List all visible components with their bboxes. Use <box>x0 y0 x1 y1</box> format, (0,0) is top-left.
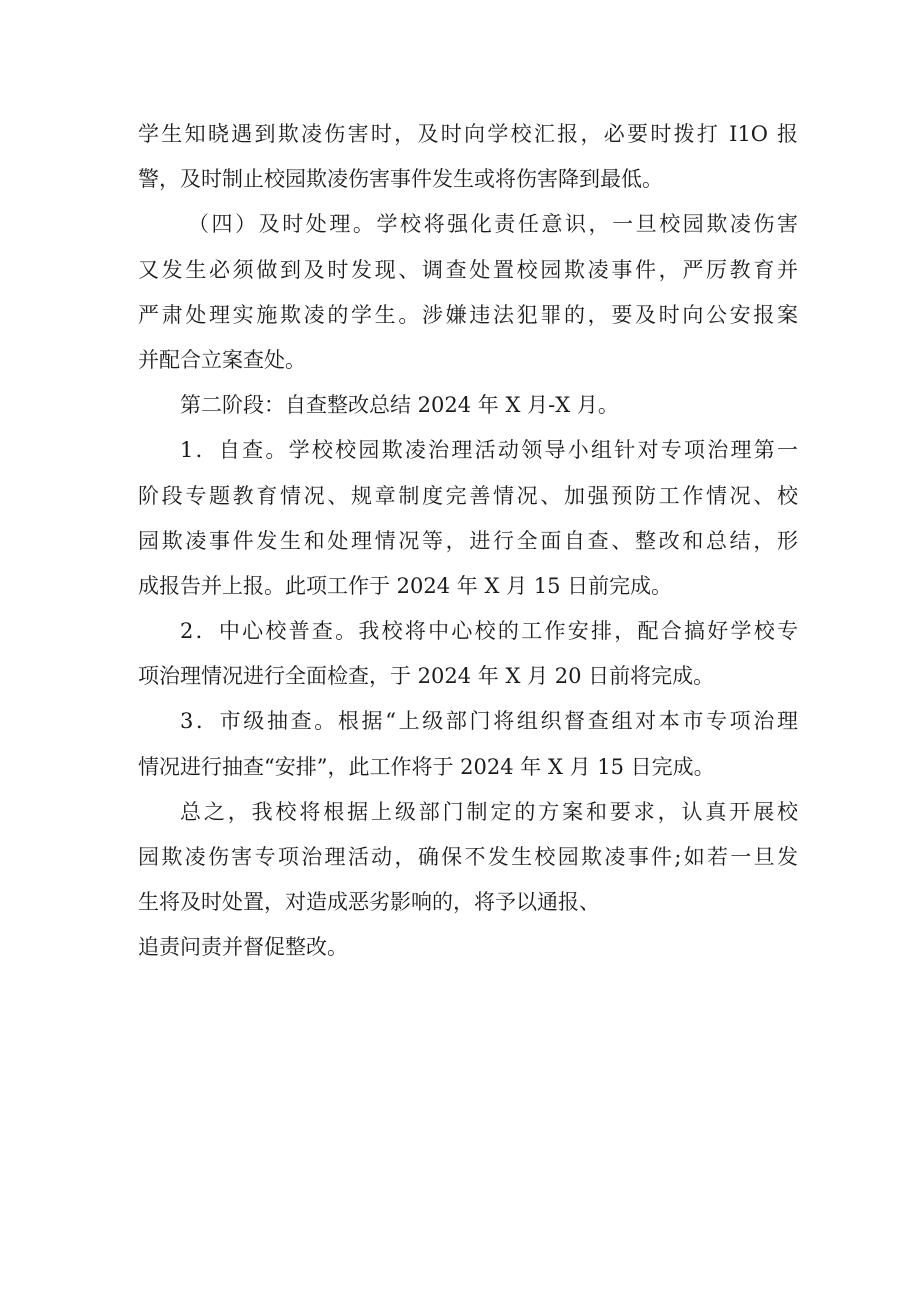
paragraph-line: 1．自查。学校校园欺凌治理活动领导小组针对专项治理第一 <box>180 438 798 463</box>
section-heading: 第二阶段：自查整改总结 2024 年 X 月-X 月。 <box>180 393 619 418</box>
paragraph-line: 又发生必须做到及时发现、调查处置校园欺凌事件，严厉教育并 <box>138 257 798 282</box>
paragraph-line: 成报告并上报。此项工作于 2024 年 X 月 15 日前完成。 <box>138 573 673 598</box>
paragraph-line: 项治理情况进行全面检查，于 2024 年 X 月 20 日前将完成。 <box>138 664 715 689</box>
paragraph-line: 3．市级抽查。根据“上级部门将组织督查组对本市专项治理 <box>180 709 798 734</box>
document-body <box>138 112 798 971</box>
paragraph-line: 严肃处理实施欺凌的学生。涉嫌违法犯罪的，要及时向公安报案 <box>138 302 798 327</box>
paragraph-line: 生将及时处置，对造成恶劣影响的，将予以通报、 <box>138 890 600 915</box>
paragraph-line: 并配合立案查处。 <box>138 347 306 372</box>
paragraph-line: 警，及时制止校园欺凌伤害事件发生或将伤害降到最低。 <box>138 167 663 192</box>
paragraph-line: 追责问责并督促整改。 <box>138 935 348 960</box>
paragraph-line: 总之，我校将根据上级部门制定的方案和要求，认真开展校 <box>180 799 798 824</box>
paragraph-line: 园欺凌伤害专项治理活动，确保不发生校园欺凌事件;如若一旦发 <box>138 845 798 869</box>
paragraph-line: 园欺凌事件发生和处理情况等，进行全面自查、整改和总结，形 <box>138 528 798 553</box>
paragraph-line: 阶段专题教育情况、规章制度完善情况、加强预防工作情况、校 <box>138 483 798 508</box>
paragraph-line: 学生知晓遇到欺凌伤害时，及时向学校汇报，必要时拨打 I1O 报 <box>138 122 798 146</box>
paragraph-line: 情况进行抽查“安排”，此工作将于 2024 年 X 月 15 日完成。 <box>138 754 715 779</box>
paragraph-line: （四）及时处理。学校将强化责任意识，一旦校园欺凌伤害 <box>188 212 798 237</box>
paragraph-line: 2．中心校普查。我校将中心校的工作安排，配合搞好学校专 <box>180 619 798 644</box>
